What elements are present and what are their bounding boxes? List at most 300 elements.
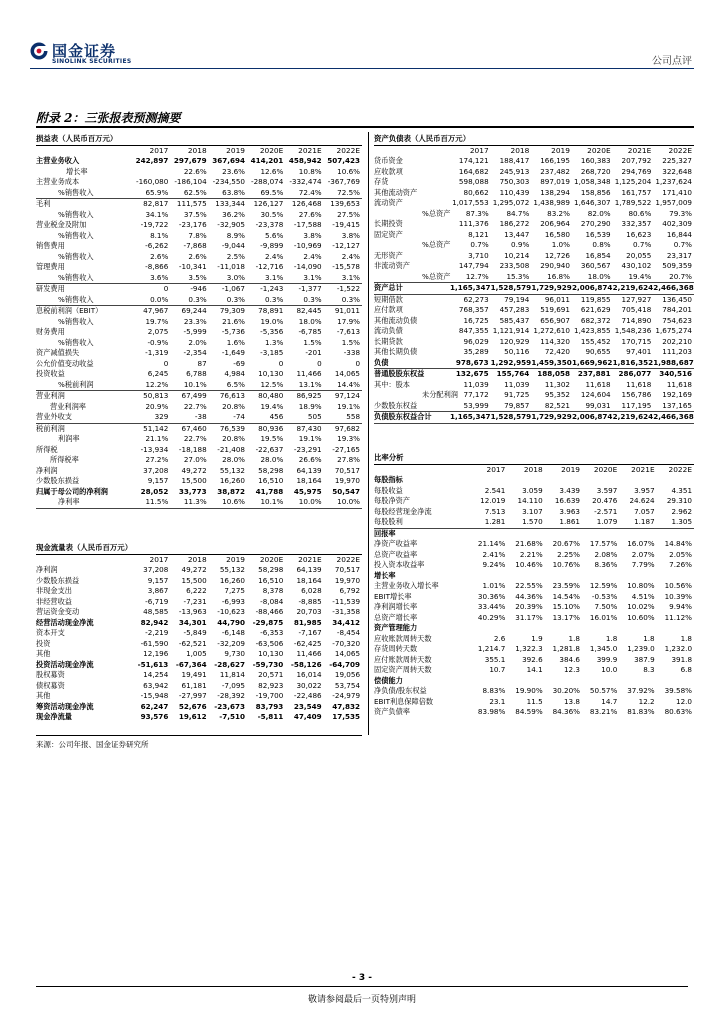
row-value: -32,905 [217,220,245,229]
row-value: 0.3% [303,294,322,304]
row-value: 2.962 [671,506,693,516]
table-row [36,327,362,338]
row-value: 9,157 [147,476,169,485]
row-value: 558 [346,412,361,421]
row-value: 83.98% [477,707,506,716]
table-row [374,240,694,251]
row-value: -13,963 [178,607,207,616]
year-header: 2021E [298,554,322,564]
row-value: 126,468 [291,199,322,208]
table-row [36,455,362,466]
row-value: 83.21% [589,707,618,716]
table-row [36,252,362,263]
row-value: 13,447 [504,229,530,239]
balance-sheet-table [374,134,694,424]
row-value: 186,272 [499,219,530,228]
row-value: -1,649 [221,348,245,357]
row-value: 0 [317,358,322,368]
row-value: 2.6% [188,251,207,261]
table-row [374,347,694,358]
row-value: 62,273 [463,294,489,304]
row-label: %税前利润 [58,379,94,389]
row-value: 1.9 [531,633,543,643]
row-value: 3.1% [303,272,322,282]
row-value: 0.8% [592,240,611,249]
row-label: 增长率 [66,166,88,176]
row-value: 51,142 [143,423,169,433]
row-value: 225,327 [662,156,692,165]
row-label: 净利润 [36,465,58,475]
row-value: 28.0% [260,455,284,464]
row-label: 每股收益 [374,485,403,495]
row-label: 营业税金及附加 [36,220,87,229]
row-value: 0.3% [265,294,284,304]
row-value: 2.6 [493,633,506,643]
row-value [545,475,582,486]
row-label: 其他 [36,691,51,700]
row-value: 355.1 [484,654,506,664]
row-value: 34,412 [332,617,361,627]
row-value: 16,014 [296,670,322,679]
row-value: 2,466,368 [653,283,694,292]
row-value: 72.4% [298,187,322,197]
row-value: 1,459,350 [531,357,572,367]
table-row [374,294,694,305]
row-value: -2,354 [183,348,207,357]
row-value: 16,510 [258,476,284,485]
row-value: 10.8% [298,166,322,176]
table-row [36,691,362,702]
row-label: 资产负债率 [374,707,410,716]
row-value: 50,547 [332,486,361,496]
row-value: -10,341 [178,262,207,271]
year-header-row [36,145,362,156]
row-value: 1.305 [671,517,693,526]
row-value: 1,214.7 [477,644,506,653]
row-label: 总资产收益率 [374,549,418,559]
row-value: -7,231 [183,596,207,606]
row-value: 1.281 [484,517,506,526]
row-value: 70,517 [334,565,361,574]
table-row [374,198,694,209]
row-value: 6,222 [186,586,207,595]
row-value: 1.0% [551,240,570,249]
row-value: 297,679 [173,156,207,165]
table-row [36,348,362,359]
row-value: 519,691 [540,305,570,314]
row-value: 3,710 [468,250,489,260]
row-value: 30,022 [296,680,322,690]
row-value: 13.17% [552,612,580,622]
year-header: 2022E [668,145,692,155]
row-value: 20.67% [552,539,580,548]
row-value: 3.1% [265,272,284,282]
row-value [619,528,656,539]
row-value: 3.059 [522,485,543,495]
row-label: 固定资产周转天数 [374,665,432,674]
table-row [36,402,362,413]
row-value: 174,121 [458,156,489,165]
row-value: -22,637 [255,444,284,454]
table-row [36,210,362,221]
row-value: 12.2 [638,696,655,706]
row-label: 负债 [374,357,389,367]
row-value: 11.3% [183,497,207,506]
row-value: 329 [154,412,169,421]
row-value: 192,169 [662,390,692,399]
row-value: 44,790 [217,617,245,627]
row-value: 1,548,236 [614,326,652,335]
row-value: 87.3% [465,208,489,218]
row-value: 2,219,624 [612,412,654,421]
row-value: 8.83% [482,686,506,695]
row-value: -67,364 [175,659,207,669]
row-value: -5,999 [183,327,207,336]
row-value: 69.5% [260,187,284,197]
row-value: -70,320 [332,638,361,648]
row-value: 87,430 [296,423,322,433]
row-value: 23,317 [666,250,692,260]
row-value: 50,813 [143,391,169,400]
row-value: -0.9% [147,337,169,347]
row-value: 207,792 [621,156,652,165]
row-value: 3.107 [522,506,543,516]
row-value: 34,301 [178,617,207,627]
row-value: 2.05% [669,549,693,559]
row-value: 30.5% [260,209,284,219]
row-value [545,571,582,582]
row-value: 70,517 [334,465,361,475]
row-value: 14,254 [143,670,169,679]
row-value: 76,539 [219,423,245,433]
row-value: 19.7% [145,316,169,326]
row-value: 10.7 [489,665,506,674]
year-header: 2022E [336,554,361,564]
row-label: %销售收入 [58,272,94,282]
row-label: 研发费用 [36,284,65,293]
row-value: 49,272 [181,465,207,475]
row-value: 97,401 [626,347,652,356]
row-value: 20,055 [626,250,652,260]
row-value: 0.3% [188,294,207,304]
row-value: 45,975 [293,486,322,496]
row-value [470,623,507,634]
table-row [36,660,362,671]
row-value: -234,550 [212,177,245,186]
row-value: 86,925 [296,391,322,400]
table-row [36,338,362,349]
row-value: 22.55% [515,581,543,590]
row-value: 13.8 [563,696,580,706]
section-title-rule [36,126,694,128]
row-value: 1,988,687 [653,357,694,367]
section-title: 附录 2：三张报表预测摘要 [36,111,181,125]
row-value: 621,629 [580,305,611,314]
row-value: 19,056 [334,670,361,679]
table-row [36,565,362,576]
row-value: -6,993 [221,596,245,606]
row-value: 23.6% [222,166,245,176]
table-row [36,156,362,167]
row-value: 34.1% [145,209,169,219]
table-row [374,475,694,486]
row-value: -14,090 [293,262,322,271]
row-value: 19,491 [181,670,207,679]
row-value: 19.0% [260,316,284,326]
row-value: 15.10% [552,602,580,611]
row-label: 毛利 [36,199,51,208]
row-value: -3,185 [260,348,284,357]
row-value: 9.24% [482,560,506,569]
row-value: 7.057 [634,506,655,516]
row-value: 11,618 [666,379,692,389]
row-value: 3.6% [150,272,169,282]
table-row [36,712,362,723]
row-value: 12.59% [589,581,618,590]
row-value: 27.2% [145,455,169,464]
table-row [36,177,362,188]
row-value: 14.1 [526,665,543,674]
row-value: 132,675 [455,369,489,378]
row-value: 93,576 [140,712,169,721]
table-row [374,230,694,241]
row-label: %总资产 [422,240,451,249]
row-value: 2,466,368 [653,412,694,421]
row-value: -6,719 [145,596,169,606]
row-value: 12.7% [465,271,489,281]
row-label: %销售收入 [58,230,94,240]
row-value: 18.0% [587,271,611,281]
row-value: 233,508 [499,261,530,270]
table-row [36,188,362,199]
table-row [374,644,694,655]
row-value: -28,392 [217,691,245,700]
row-value: 67,499 [181,391,207,400]
year-header: 2018 [523,464,543,474]
row-value: 37.5% [183,209,207,219]
table-row [374,665,694,676]
row-value: 3.8% [341,230,361,240]
year-header-spacer [36,554,132,565]
row-value: 12,726 [544,250,570,260]
table-row [36,681,362,692]
row-value: 10,214 [504,250,530,260]
year-header: 2018 [187,145,207,155]
row-label: 营运资金变动 [36,607,80,616]
row-value: -18,188 [178,444,207,454]
row-value: -74 [233,412,245,421]
table-row [36,597,362,608]
row-value: 17.9% [337,316,361,326]
row-value: 87 [197,358,207,368]
row-value: 23,549 [293,701,322,711]
row-value: 391.8 [671,654,693,664]
row-value: 7.26% [669,560,693,569]
row-value: 384.6 [559,654,580,664]
row-value: 1.570 [522,517,543,526]
row-label: 固定资产 [374,229,403,239]
row-value [582,676,619,687]
row-value: 402,309 [662,219,692,228]
row-value: 10.39% [664,591,693,601]
row-value: 8.36% [594,560,618,569]
row-value: 41,788 [255,486,284,496]
row-value: -1,067 [221,284,245,293]
row-value: 1.8 [680,633,693,643]
row-value: 414,201 [250,156,284,165]
row-value: 1,295,072 [492,198,530,207]
row-value [657,528,694,539]
row-value: 0.3% [341,294,361,304]
row-value: 10,130 [258,649,284,658]
row-value: -7,868 [183,241,207,250]
row-value: 7.513 [484,506,506,516]
row-value: -24,979 [332,691,361,700]
row-value: -32,209 [217,638,245,648]
table-row [36,262,362,273]
row-value: -23,378 [255,220,284,229]
row-value: 2.0% [188,337,207,347]
row-value: 80.63% [664,707,693,716]
row-value: 161,757 [621,187,652,197]
row-value: 55,132 [219,565,245,574]
row-label: 营业利润率 [50,401,86,411]
row-label: 现金净流量 [36,712,72,721]
row-label: 资本开支 [36,628,65,637]
table-row [374,412,694,424]
row-value: -1,522 [336,284,361,293]
row-value: 77,172 [463,390,489,399]
row-value: 3.439 [559,485,580,495]
table-row [36,241,362,252]
row-value: -6,148 [221,628,245,637]
table-row [36,607,362,618]
row-value [582,571,619,582]
year-header: 2017 [149,145,169,155]
row-value: 58,298 [258,565,284,574]
table-row [36,586,362,597]
row-value: 26.6% [298,455,322,464]
row-value: 80.6% [628,208,652,218]
row-value [619,475,656,486]
row-value: 1,675,274 [655,326,692,335]
row-value: -1,243 [260,284,284,293]
row-label: 增长率 [374,570,396,580]
row-label: 投入资本收益率 [374,560,425,569]
row-value: 2.4% [303,251,322,261]
row-value: 6,245 [147,369,169,378]
row-value: 507,423 [327,156,361,165]
table-row [374,251,694,262]
year-header: 2019 [226,145,245,155]
row-value: 16.01% [589,612,618,622]
row-value: 27.5% [337,209,361,219]
row-label: 总资产增长率 [374,612,418,622]
row-value: 705,418 [621,305,652,314]
row-value: 8,121 [468,229,489,239]
row-value: -23,673 [214,701,245,711]
row-value: 1.8 [568,633,580,643]
table-row [374,496,694,507]
row-value: 13.1% [298,379,322,389]
row-value: 897,019 [540,177,570,186]
row-value: -288,074 [250,177,284,186]
row-value: -62,425 [293,638,322,648]
row-label: %销售收入 [58,316,94,326]
row-value: 16.8% [547,271,570,281]
row-value: 1.079 [596,517,618,526]
row-value: 3.0% [226,272,245,282]
row-label: 流动资产 [374,198,403,207]
row-value: -10,623 [217,607,245,616]
row-value: 3,867 [147,586,169,595]
row-value: 458,942 [288,156,322,165]
row-value: -27,997 [178,691,207,700]
row-value: 2,006,874 [571,283,613,292]
row-value: 1.8 [643,633,655,643]
row-value: 31.17% [515,612,543,622]
row-value: 91,725 [504,390,530,399]
row-value: 30.36% [477,591,506,601]
table-title: 资产负债表（人民币百万元） [374,134,471,143]
table-row [36,391,362,402]
row-value: -51,613 [137,659,169,669]
row-value: 18.9% [298,401,322,411]
row-value: 69,244 [181,306,207,315]
row-label: 无形资产 [374,250,403,260]
row-value: 12.6% [260,166,284,176]
row-label: 偿债能力 [374,675,403,685]
row-value: -29,875 [252,617,284,627]
row-value: 23.1 [489,696,506,706]
row-value: 20,571 [258,670,284,679]
table-title: 比率分析 [374,453,404,462]
row-value: 79,309 [219,306,245,315]
row-value: -367,769 [327,177,361,186]
row-label: 其中：股本 [374,379,410,389]
row-value: 978,673 [455,357,489,367]
row-value: 1,816,352 [612,357,654,367]
table-row [374,581,694,592]
row-value: 14.4% [337,379,361,389]
row-value: -13,934 [140,444,169,454]
row-value: 164,682 [458,166,489,176]
row-value: 20.8% [222,434,245,443]
row-label: 应付账款周转天数 [374,654,432,664]
row-label: 利润率 [58,434,80,443]
row-value: 332,357 [621,219,652,228]
row-value: 1,017,553 [452,198,489,207]
table-row [374,592,694,603]
row-value: 10.6% [222,497,245,506]
row-value: 0 [355,358,361,368]
row-value: -22,486 [293,691,322,700]
row-value: 1,345.0 [589,644,618,653]
row-value: 136,450 [662,294,692,304]
row-value: 6.8 [680,665,693,674]
row-label: 回报率 [374,528,396,538]
row-label: 其他流动负债 [374,315,418,325]
row-value [619,676,656,687]
table-row [374,623,694,634]
row-value: 367,694 [212,156,245,165]
table-row [374,634,694,645]
row-label: 应收账款周转天数 [374,633,432,643]
row-label: %销售收入 [58,209,94,219]
table-row [36,576,362,587]
row-value: 598,088 [458,177,489,186]
column-divider [368,132,369,735]
